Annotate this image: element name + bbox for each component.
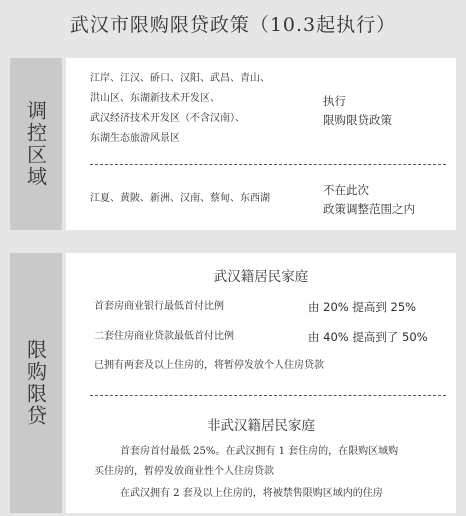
policy-status: 不在此次 (323, 183, 369, 197)
section-label-purchase-loan: 限购限贷 (23, 339, 48, 427)
rule-change: 由 40% 提高到了 50% (308, 330, 428, 344)
nonlocal-rule-line: 首套房首付最低 25%。在武汉拥有 1 套住房的，在限购区域购 (120, 446, 399, 457)
area-list-line: 江夏、黄陂、新洲、汉南、蔡甸、东西湖 (90, 193, 270, 204)
section-label-box (10, 58, 62, 230)
local-household-heading: 武汉籍居民家庭 (213, 269, 309, 285)
nonlocal-household-heading: 非武汉籍居民家庭 (207, 418, 315, 434)
policy-status: 执行 (323, 94, 346, 108)
section-label-control-area: 调控区域 (23, 100, 48, 188)
dashed-divider (90, 164, 446, 165)
rule-item: 二套住房商业贷款最低首付比例 (94, 331, 234, 342)
policy-status: 限购限贷政策 (323, 113, 392, 127)
rule-note: 已拥有两套及以上住房的，将暂停发放个人住房贷款 (94, 360, 324, 371)
rule-change: 由 20% 提高到 25% (308, 300, 417, 314)
area-list-line: 武汉经济技术开发区（不含汉南）、 (90, 113, 245, 124)
area-list-line: 东湖生态旅游风景区 (90, 133, 180, 144)
section-label-box (10, 253, 62, 513)
dashed-divider (90, 395, 446, 396)
policy-status: 政策调整范围之内 (323, 202, 415, 216)
nonlocal-rule-line: 买住房的，暂停发放商业性个人住房贷款 (94, 466, 274, 477)
control-area-panel (66, 58, 456, 230)
rule-item: 首套房商业银行最低首付比例 (94, 301, 224, 312)
area-list-line: 江岸、江汉、硚口、汉阳、武昌、青山、 (90, 73, 270, 84)
purchase-loan-panel (66, 253, 456, 513)
page-title: 武汉市限购限贷政策（10.3起执行） (69, 14, 397, 36)
area-list-line: 洪山区、东湖新技术开发区、 (90, 93, 220, 104)
nonlocal-rule-line: 在武汉拥有 2 套及以上住房的，将被禁售限购区域内的住房 (120, 488, 383, 499)
